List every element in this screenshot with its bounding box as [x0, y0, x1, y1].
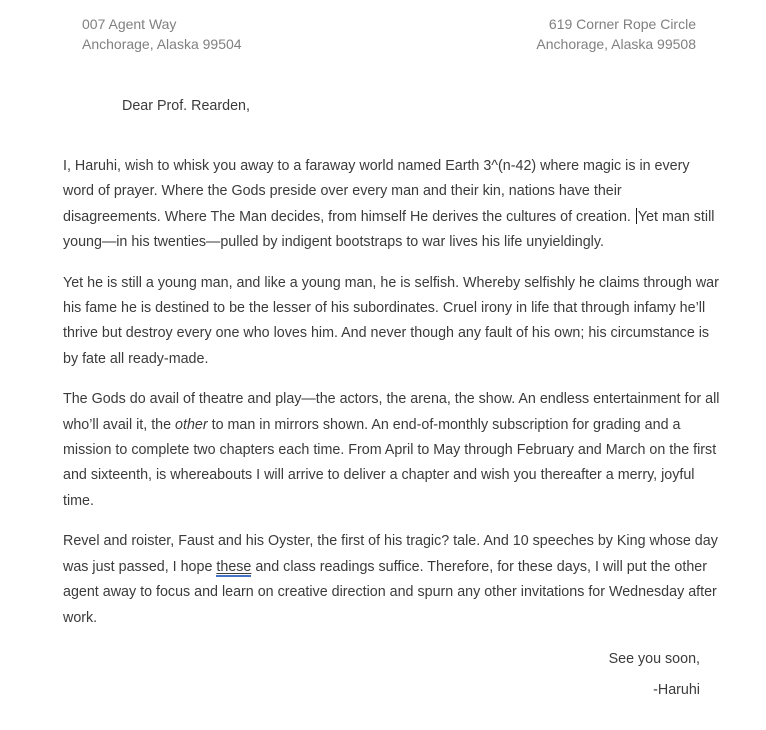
paragraph	[63, 154, 726, 256]
text-segment: Yet man still	[637, 208, 715, 225]
text-line	[63, 271, 726, 296]
text-segment: by fate all ready-made.	[63, 350, 209, 367]
text-line	[63, 580, 726, 605]
recipient-address	[536, 14, 696, 54]
sender-address-line-2: Anchorage, Alaska 99504	[82, 36, 242, 52]
text-line	[63, 463, 726, 488]
underlined-word[interactable]: these	[216, 558, 252, 575]
text-segment: thrive but destroy every one who loves him. And never though any fault of his own; his circumstance is	[63, 325, 710, 342]
text-segment: agent away to focus and learn on creative direction and spurn any other invitations for Wednesday after	[63, 584, 717, 601]
signature: -Haruhi	[653, 681, 700, 698]
text-segment: his fame he is destined to be the lesser of his subordinates. Cruel irony in life that through infamy he’ll	[63, 300, 706, 317]
text-line	[63, 154, 726, 179]
text-segment: disagreements. Where The Man decides, from himself He derives the cultures of creation.	[63, 208, 635, 225]
text-line	[63, 347, 726, 372]
address-header	[0, 0, 766, 54]
text-segment: who’ll avail it, the	[63, 416, 176, 433]
text-segment: was just passed, I hope	[63, 558, 217, 575]
text-segment: The Gods do avail of theatre and play—the actors, the arena, the show. An endless entertainment for all	[63, 391, 720, 408]
closing-block	[0, 647, 700, 703]
paragraph	[63, 271, 726, 373]
text-segment: work.	[63, 609, 98, 626]
italic-text: other	[175, 416, 208, 433]
text-segment: to man in mirrors shown. An end-of-monthly subscription for grading and a	[207, 416, 681, 433]
text-segment: and class readings suffice. Therefore, for these days, I will put the other	[251, 558, 708, 575]
text-line	[63, 438, 726, 463]
text-line	[63, 606, 726, 631]
text-segment: Revel and roister, Faust and his Oyster, the first of his tragic? tale. And 10 speeches by King whose day	[63, 533, 718, 550]
closing: See you soon,	[608, 650, 700, 667]
text-line	[63, 413, 726, 438]
salutation: Dear Prof. Rearden,	[122, 98, 250, 114]
text-cursor-caret	[636, 208, 637, 224]
text-segment: mission to complete two chapters each time. From April to May through February and March on the first	[63, 442, 717, 459]
text-line	[63, 296, 726, 321]
text-line	[63, 387, 726, 412]
text-line	[63, 321, 726, 346]
paragraph	[63, 529, 726, 631]
recipient-address-line-2: Anchorage, Alaska 99508	[536, 36, 696, 52]
text-segment: young—in his twenties—pulled by indigent bootstraps to war lives his life unyieldingly.	[63, 234, 604, 251]
recipient-address-line-1: 619 Corner Rope Circle	[548, 16, 696, 32]
text-line	[63, 205, 726, 230]
sender-address	[82, 14, 242, 54]
text-line	[63, 555, 726, 580]
letter-body[interactable]	[63, 154, 726, 631]
text-segment: Yet he is still a young man, and like a young man, he is selfish. Whereby selfishly he claims through war	[63, 274, 719, 291]
text-segment: I, Haruhi, wish to whisk you away to a faraway world named Earth 3^(n-42) where magic is in every	[63, 158, 690, 174]
text-segment: time.	[63, 492, 94, 509]
text-line	[63, 179, 726, 204]
text-line	[63, 529, 726, 554]
text-line	[63, 230, 726, 255]
text-segment: word of prayer. Where the Gods preside over every man and their kin, nations have their	[63, 183, 622, 200]
text-segment: and sixteenth, is whereabouts I will arrive to deliver a chapter and wish you thereafter a merry, joyful	[63, 467, 695, 484]
text-line	[63, 489, 726, 514]
paragraph	[63, 387, 726, 514]
sender-address-line-1: 007 Agent Way	[82, 16, 177, 32]
